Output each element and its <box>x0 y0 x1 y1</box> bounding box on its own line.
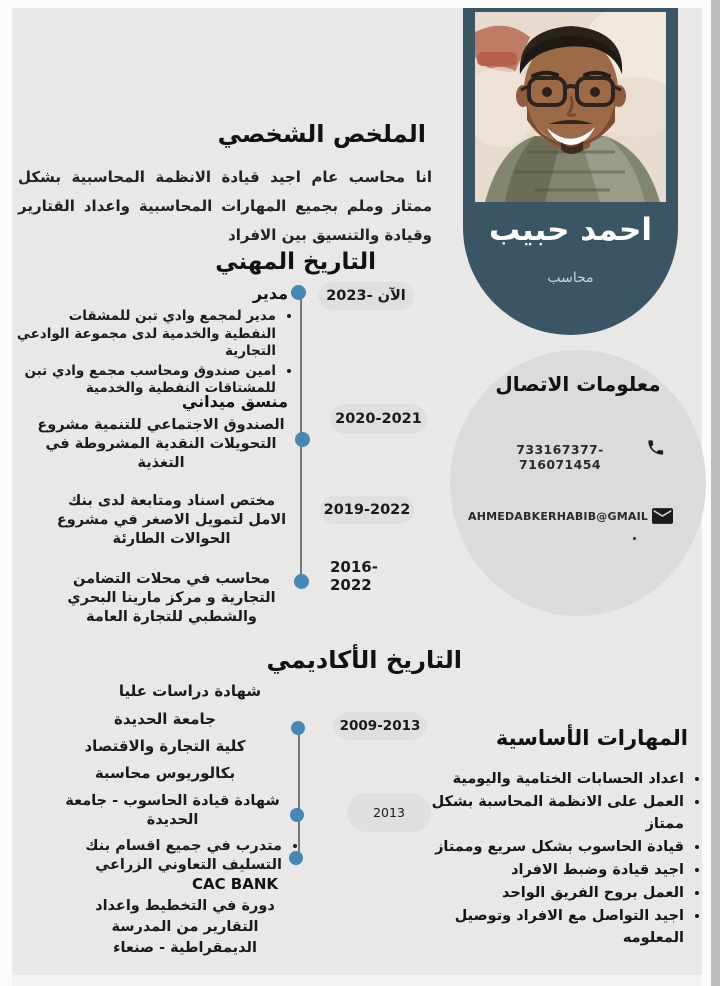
summary-text: انا محاسب عام اجيد قيادة الانظمة المحاسبية بشكل ممتاز وملم بجميع المهارات المحاسبية واعداد القتارير وقيادة والتنسيق بين الافراد <box>18 168 432 244</box>
experience-description: الصندوق الاجتماعي للتنمية مشروع التحويلات النقدية المشروطة في التغذية <box>37 417 285 471</box>
education-date-badge: 2013 <box>347 793 431 832</box>
timeline-dot <box>291 285 306 300</box>
experience-bullet-list <box>14 308 290 400</box>
education-date-badge: 2009-2013 <box>334 712 426 740</box>
skill-item: • العمل على الانظمة المحاسبة بشكل ممتاز <box>412 791 684 835</box>
skill-item: • اجيد قيادة وضبط الافراد <box>412 859 684 881</box>
phone-number: 733167377-716071454 <box>516 442 604 472</box>
education-bullet: • متدرب في جميع اقسام بنك التسليف التعاوني الزراعي <box>30 837 282 875</box>
education-postgrad: شهادة دراسات عليا <box>118 682 262 700</box>
education-university: جامعة الحديدة <box>114 710 216 728</box>
skill-item: • قيادة الحاسوب بشكل سريع وممتاز <box>412 836 684 858</box>
education-cert: شهادة قيادة الحاسوب - جامعة الحديدة <box>65 793 280 828</box>
experience-date-badge: الآن -2023 <box>318 282 414 310</box>
education-bullet-list <box>30 837 296 877</box>
contact-card <box>450 350 706 616</box>
experience-bullet: • امين صندوق ومحاسب مجمع وادي تبن للمشتاقات النفطية والخدمية <box>14 363 276 398</box>
skill-item: • العمل بروح الفريق الواحد <box>412 882 684 904</box>
page-bottom-edge <box>12 975 702 986</box>
experience-description: مختص اسناد ومتابعة لدى بنك الامل لتمويل الاصغر في مشروع الحوالات الطارئة <box>56 493 287 547</box>
experience-date-badge: 2019-2022 <box>320 496 414 524</box>
skill-item: • اعداد الحسابات الختامية واليومية <box>412 768 684 790</box>
skills-heading: المهارات الأساسية <box>495 726 688 750</box>
phone-icon <box>646 438 665 461</box>
profile-photo <box>475 12 666 202</box>
education-course: دورة في التخطيط واعداد التقارير من المدرسة الديمقراطية - صنعاء <box>95 898 275 956</box>
education-degree: بكالوريوس محاسبة <box>94 764 236 782</box>
education-timeline-line <box>298 728 300 858</box>
timeline-dot <box>295 432 310 447</box>
experience-bullet: • مدير لمجمع وادي تبن للمشقات النفطية والخدمية لدى مجموعة الوادعي التجارية <box>14 308 276 361</box>
experience-date-badge: 2016-2022 <box>330 558 378 594</box>
experience-title: منسق ميداني <box>181 392 288 411</box>
page-edge-shadow <box>711 0 720 986</box>
skills-list <box>412 768 700 950</box>
experience-heading: التاريخ المهني <box>215 249 376 275</box>
experience-description: محاسب في محلات التضامن التجارية و مركز مارينا البحري والشطبي للتجارة العامة <box>67 571 276 625</box>
profile-job-title: محاسب <box>547 270 594 286</box>
summary-heading: الملخص الشخصي <box>217 120 426 148</box>
education-heading: التاريخ الأكاديمي <box>266 646 462 674</box>
education-college: كلية التجارة والاقتصاد <box>84 737 246 755</box>
portrait-illustration <box>475 12 666 202</box>
contact-heading: معلومات الاتصال <box>495 372 661 396</box>
timeline-dot <box>294 574 309 589</box>
experience-date-badge: 2020-2021 <box>330 404 427 434</box>
profile-banner <box>463 8 678 335</box>
envelope-icon <box>652 508 673 528</box>
stray-mark <box>633 537 636 540</box>
skill-item: • اجيد التواصل مع الافراد وتوصيل المعلومه <box>412 905 684 949</box>
email-address: AHMEDABKERHABIB@GMAIL <box>468 510 649 523</box>
education-bank-name: CAC BANK <box>191 875 279 893</box>
profile-name: احمد حبيب <box>489 212 652 248</box>
experience-title: مدير <box>252 284 288 303</box>
